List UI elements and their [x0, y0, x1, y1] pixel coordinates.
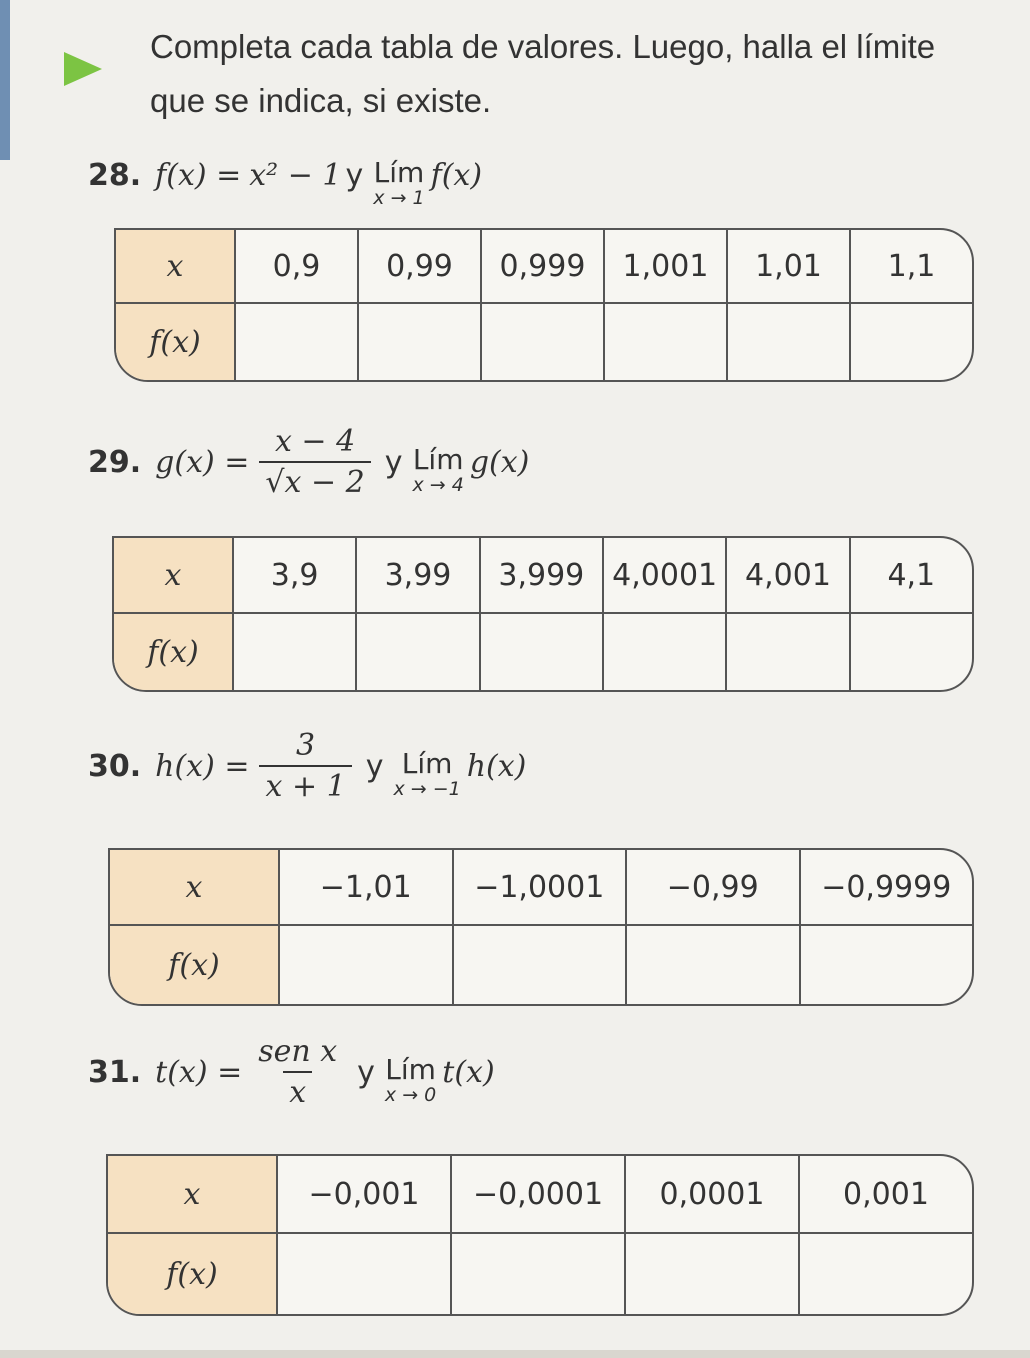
value-table-28: [114, 228, 974, 382]
x-value-cell: −1,0001: [452, 850, 626, 924]
fx-answer-cell[interactable]: [355, 614, 478, 690]
function-lhs: f(x) =: [155, 157, 242, 193]
function-expression: x² − 1: [249, 157, 342, 193]
x-header: x: [108, 1156, 276, 1232]
exercise-31-statement: [88, 1034, 495, 1110]
fx-answer-cell[interactable]: [602, 614, 725, 690]
x-value-cell: 0,999: [480, 230, 603, 302]
fx-answer-cell[interactable]: [450, 1234, 624, 1314]
x-value-cell: −0,99: [625, 850, 799, 924]
limit-word: Lím: [373, 156, 425, 189]
exercise-number: 28.: [88, 157, 142, 193]
fx-answer-cell[interactable]: [480, 304, 603, 380]
conjunction: y: [384, 444, 403, 480]
x-value-cell: 3,9: [232, 538, 355, 612]
x-value-cell: 4,0001: [602, 538, 725, 612]
fraction: [252, 1034, 343, 1110]
fx-answer-cell[interactable]: [725, 614, 848, 690]
limit-operator: [412, 445, 463, 495]
conjunction: y: [345, 157, 364, 193]
fx-header: f(x): [116, 304, 234, 380]
value-table-30: [108, 848, 974, 1006]
fx-answer-cell[interactable]: [232, 614, 355, 690]
exercise-30-statement: [88, 728, 526, 804]
value-table-29: [112, 536, 974, 692]
x-value-cell: 1,001: [603, 230, 726, 302]
x-value-cell: 1,1: [849, 230, 972, 302]
page-bottom-edge: [0, 1350, 1030, 1358]
limit-subscript: x → −1: [393, 778, 461, 800]
x-value-cell: 3,999: [479, 538, 602, 612]
x-value-cell: 0,0001: [624, 1156, 798, 1232]
x-value-cell: 4,001: [725, 538, 848, 612]
fx-answer-cell[interactable]: [625, 926, 799, 1004]
x-value-cell: 4,1: [849, 538, 972, 612]
fraction-denominator: x: [283, 1071, 312, 1110]
fraction: [259, 728, 351, 804]
fx-answer-cell[interactable]: [849, 304, 972, 380]
value-table-31: [106, 1154, 974, 1316]
limit-function: f(x): [430, 157, 483, 193]
x-header: x: [110, 850, 278, 924]
fraction-numerator: 3: [296, 728, 316, 763]
fx-answer-cell[interactable]: [624, 1234, 798, 1314]
fx-answer-cell[interactable]: [726, 304, 849, 380]
fx-answer-cell[interactable]: [357, 304, 480, 380]
limit-operator: [393, 749, 460, 799]
limit-subscript: x → 4: [412, 474, 464, 496]
limit-operator: [373, 158, 424, 208]
x-value-cell: 0,9: [234, 230, 357, 302]
fraction: [259, 424, 370, 500]
limit-subscript: x → 0: [384, 1084, 437, 1106]
x-value-cell: −0,001: [276, 1156, 450, 1232]
fx-header: f(x): [108, 1234, 276, 1314]
fx-answer-cell[interactable]: [849, 614, 972, 690]
instruction-text: Completa cada tabla de valores. Luego, halla el límite que se indica, si existe.: [150, 28, 936, 119]
exercise-number: 30.: [88, 748, 142, 784]
fx-answer-cell[interactable]: [798, 1234, 972, 1314]
fx-answer-cell[interactable]: [479, 614, 602, 690]
limit-word: Lím: [385, 1053, 436, 1086]
conjunction: y: [357, 1054, 375, 1090]
limit-word: Lím: [401, 747, 453, 780]
x-header: x: [116, 230, 234, 302]
x-value-cell: −0,0001: [450, 1156, 624, 1232]
function-lhs: g(x) =: [155, 444, 250, 480]
conjunction: y: [365, 748, 384, 784]
exercise-29-statement: [88, 424, 529, 500]
fx-answer-cell[interactable]: [603, 304, 726, 380]
fx-answer-cell[interactable]: [278, 926, 452, 1004]
exercise-28-statement: [88, 150, 483, 209]
fx-answer-cell[interactable]: [799, 926, 973, 1004]
page-edge-strip: [0, 0, 10, 160]
fraction-denominator: √x − 2: [259, 461, 370, 500]
limit-subscript: x → 1: [373, 187, 425, 209]
fx-answer-cell[interactable]: [276, 1234, 450, 1314]
function-lhs: t(x) =: [155, 1054, 243, 1090]
limit-function: h(x): [466, 748, 527, 784]
limit-function: t(x): [442, 1054, 495, 1090]
x-value-cell: −0,9999: [799, 850, 973, 924]
fx-answer-cell[interactable]: [452, 926, 626, 1004]
x-value-cell: 3,99: [355, 538, 478, 612]
exercise-number: 29.: [88, 444, 142, 480]
fraction-denominator: x + 1: [259, 765, 351, 804]
limit-word: Lím: [412, 443, 464, 476]
limit-operator: [385, 1055, 436, 1105]
x-value-cell: −1,01: [278, 850, 452, 924]
exercise-number: 31.: [88, 1054, 142, 1090]
fx-header: f(x): [114, 614, 232, 690]
x-value-cell: 0,99: [357, 230, 480, 302]
fx-answer-cell[interactable]: [234, 304, 357, 380]
x-header: x: [114, 538, 232, 612]
fraction-numerator: x − 4: [274, 424, 356, 459]
x-value-cell: 0,001: [798, 1156, 972, 1232]
function-lhs: h(x) =: [155, 748, 250, 784]
fraction-numerator: sen x: [258, 1034, 338, 1069]
x-value-cell: 1,01: [726, 230, 849, 302]
limit-function: g(x): [469, 444, 530, 480]
fx-header: f(x): [110, 926, 278, 1004]
green-arrow-icon: [64, 52, 102, 86]
